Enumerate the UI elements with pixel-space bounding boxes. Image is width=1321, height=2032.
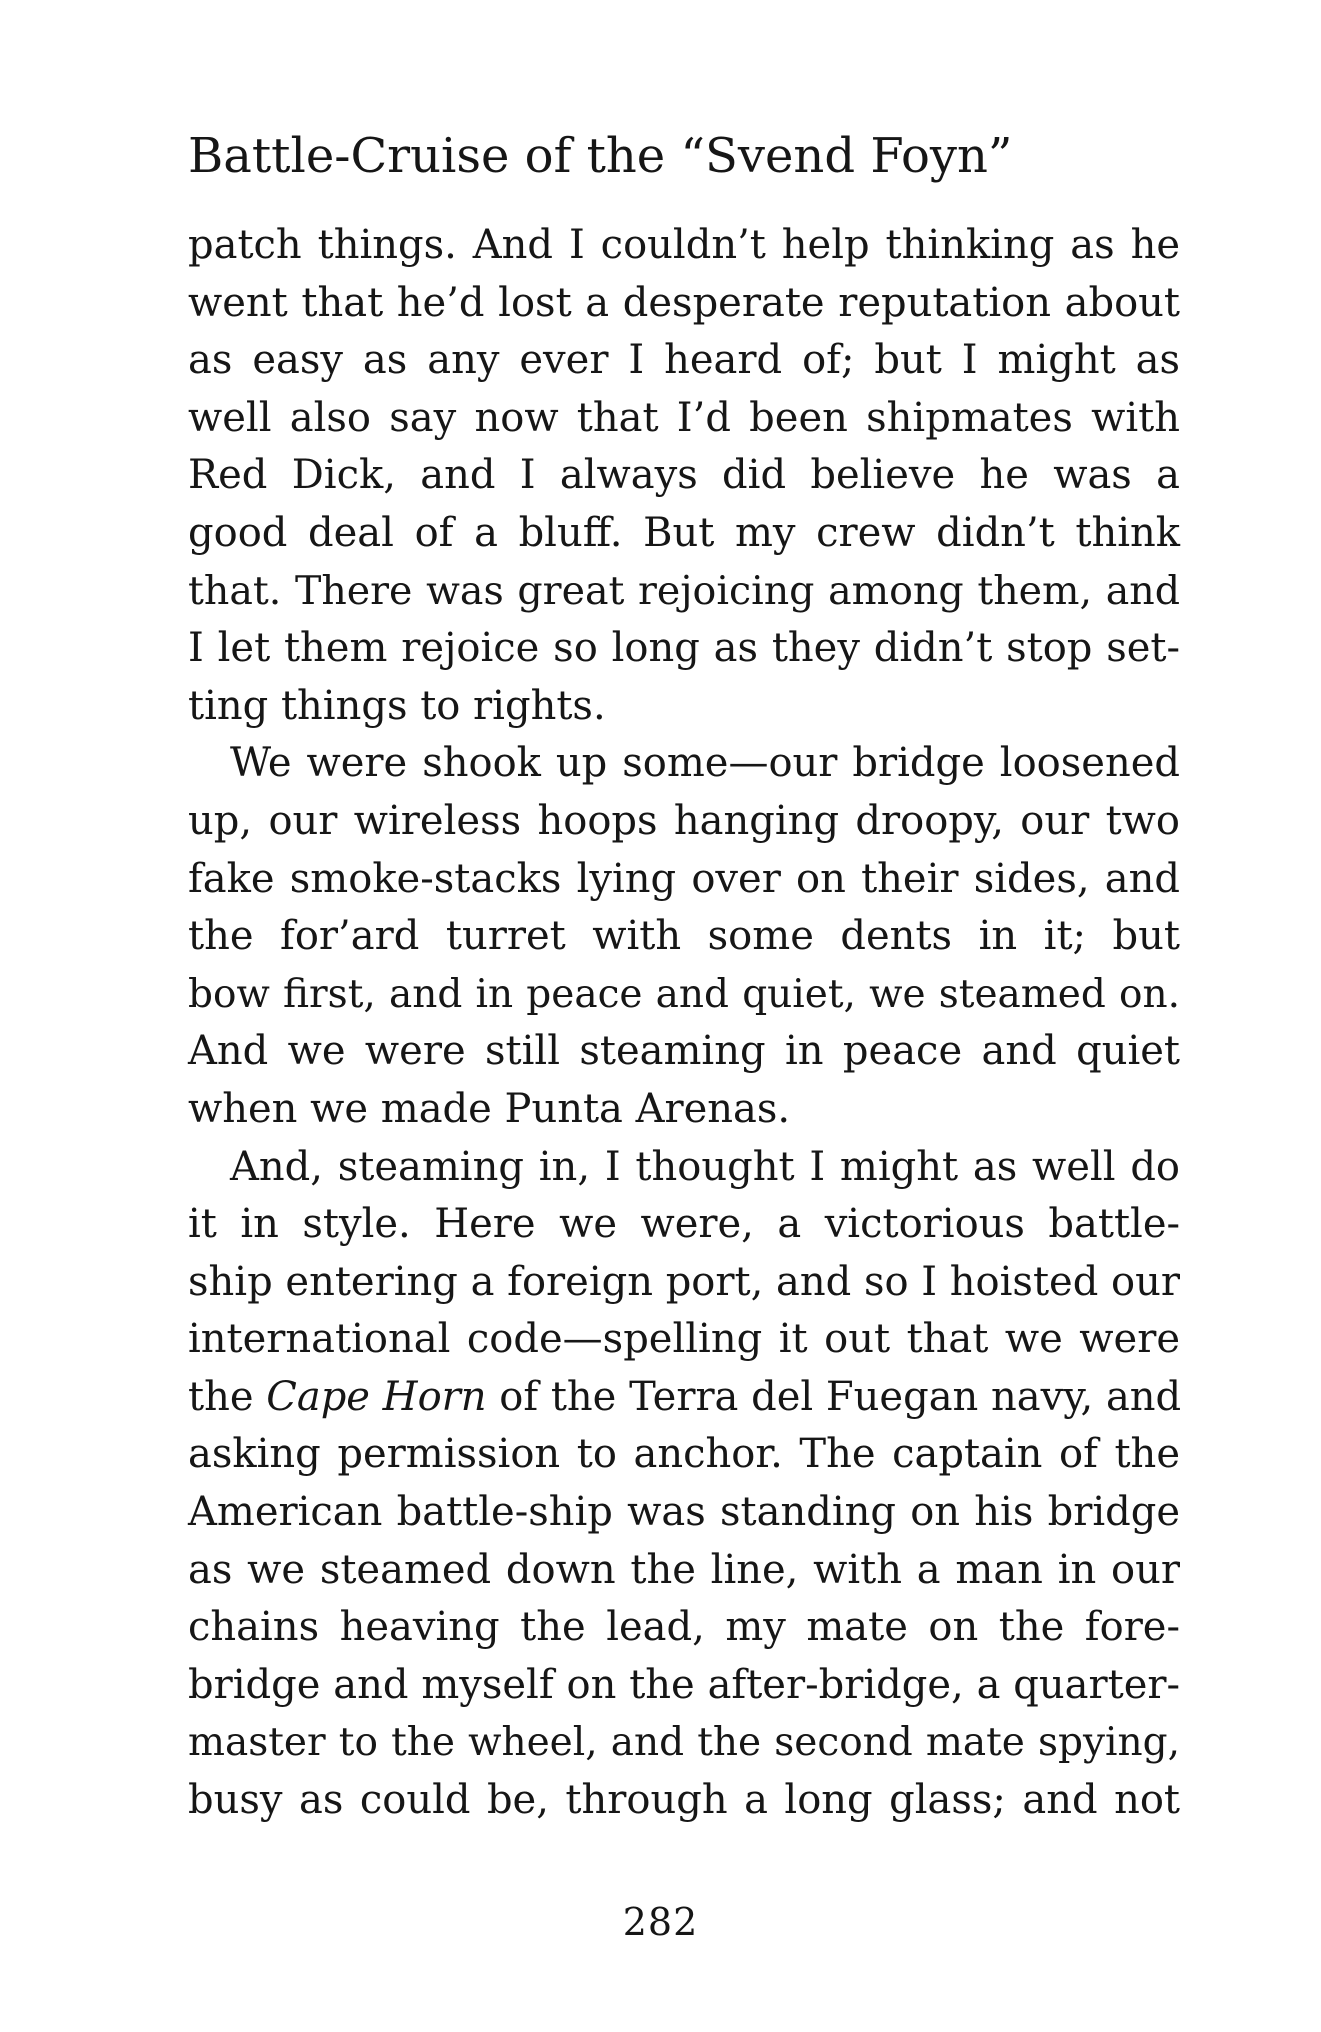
page-number: 282 [622,1900,699,1944]
text-line: busy as could be, through a long glass; and not [188,1777,1180,1824]
ship-name-italic: Cape Horn [266,1373,487,1420]
text-line: good deal of a bluff. But my crew didn’t think [188,509,1180,556]
text-line: bow first, and in peace and quiet, we steamed on. [188,971,1180,1017]
body-text [188,217,1180,1830]
text-line: And we were still steaming in peace and quiet [188,1028,1180,1075]
text-line: as easy as any ever I heard of; but I might as [188,337,1180,384]
text-line: the for’ard turret with some dents in it; but [188,913,1180,960]
text-line: when we made Punta Arenas. [188,1085,791,1132]
paragraph-1 [188,217,1180,735]
text-line: patch things. And I couldn’t help thinking as he [188,222,1180,268]
text-line: asking permission to anchor. The captain of the [188,1431,1180,1478]
paragraph-3 [188,1139,1180,1830]
text-line: We were shook up some—our bridge loosened [230,740,1180,787]
text-line: And, steaming in, I thought I might as well do [230,1143,1180,1190]
text-line: chains heaving the lead, my mate on the fore- [188,1604,1180,1651]
text-line: ship entering a foreign port, and so I hoisted our [188,1258,1180,1305]
text-line: as we steamed down the line, with a man in our [188,1546,1180,1593]
text-line: master to the wheel, and the second mate spying, [188,1720,1180,1766]
text-line: American battle-ship was standing on his bridge [188,1489,1180,1536]
text-line: up, our wireless hoops hanging droopy, our two [188,797,1180,844]
text-line: international code—spelling it out that we were [188,1316,1180,1363]
text-line-with-italic [188,1369,1180,1427]
text-line: I let them rejoice so long as they didn’t stop set- [188,625,1180,672]
text-segment: the [188,1373,267,1420]
text-line: Red Dick, and I always did believe he was a [188,452,1180,499]
text-line: well also say now that I’d been shipmates with [188,394,1180,441]
text-line: went that he’d lost a desperate reputation about [188,279,1180,326]
text-segment: of the Terra del Fuegan navy, and [486,1373,1182,1420]
running-head: Battle-Cruise of the “Svend Foyn” [188,128,1013,184]
text-line: fake smoke-stacks lying over on their sides, and [188,855,1180,902]
paragraph-2 [188,735,1180,1138]
text-line: bridge and myself on the after-bridge, a quarter- [188,1661,1180,1708]
text-line: ting things to rights. [188,682,606,729]
text-line: that. There was great rejoicing among them, and [188,567,1180,614]
text-line: it in style. Here we were, a victorious battle- [188,1201,1180,1248]
